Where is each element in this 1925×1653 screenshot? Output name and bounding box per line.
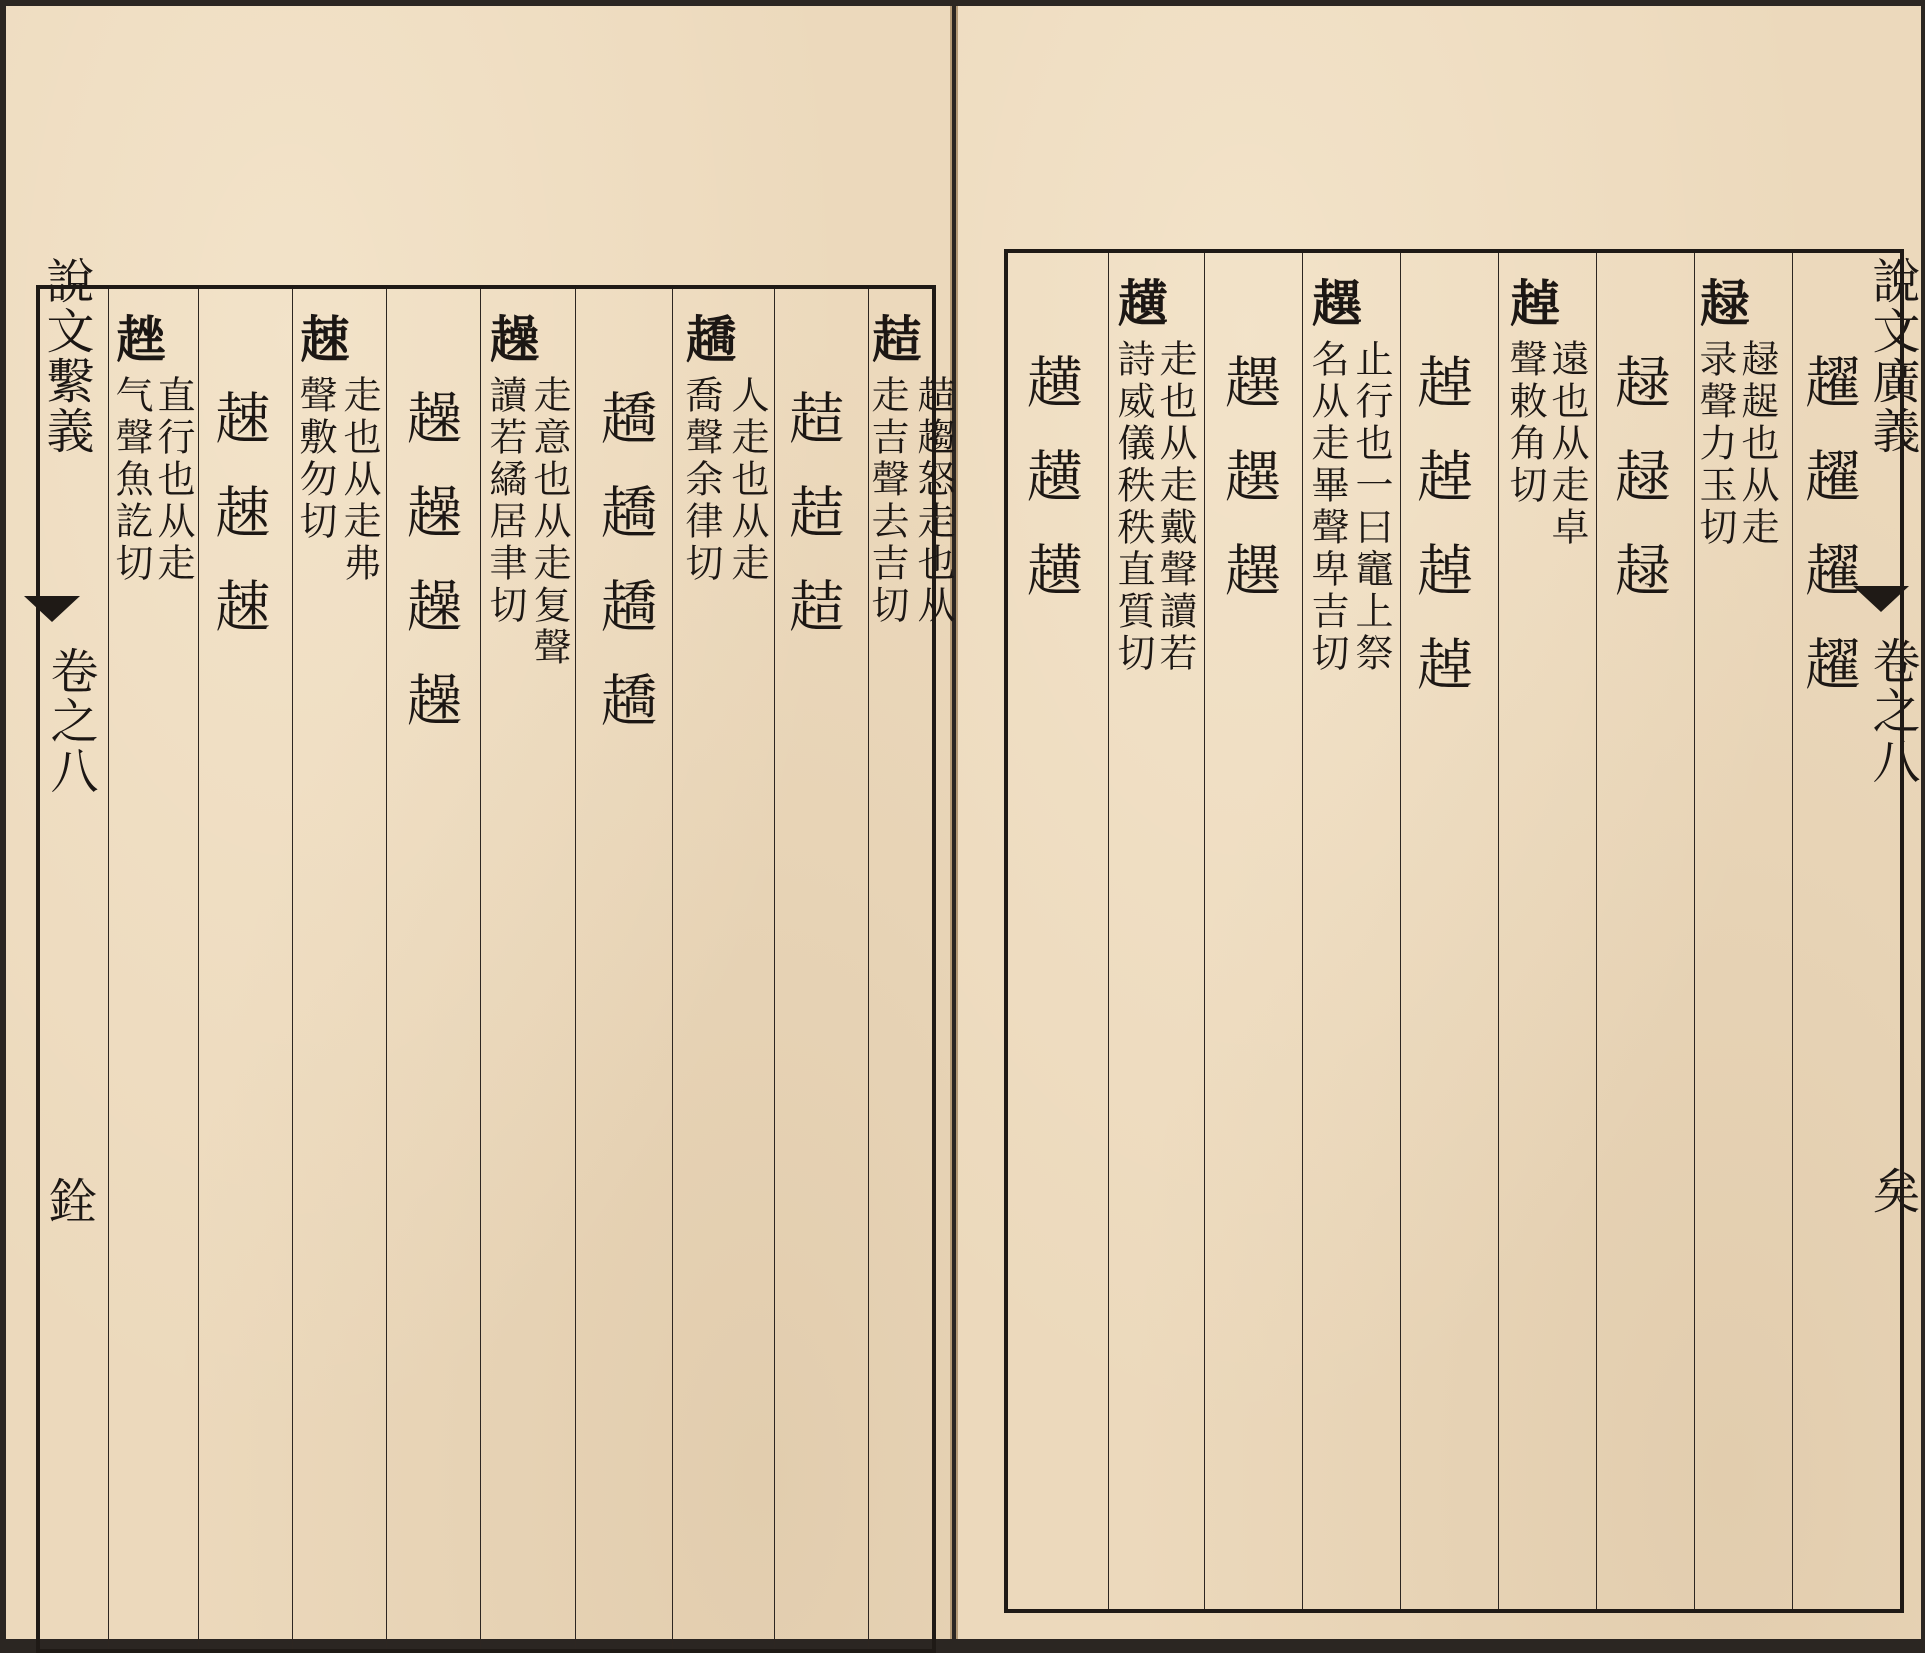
- entry-gloss-1b: 走吉聲去吉切: [865, 375, 909, 627]
- left-text-frame: [36, 285, 955, 1653]
- seal-forms-8: 趚趚趚: [206, 389, 271, 671]
- entry-head-r8: 趪: [1110, 277, 1169, 331]
- entry-gloss-r4b: 聲敕角切: [1503, 339, 1547, 507]
- right-page: [956, 6, 1921, 1639]
- entry-head-r2: 趢: [1692, 277, 1751, 331]
- entry-gloss-7b: 聲敷勿切: [293, 375, 337, 543]
- entry-head-9: 趖: [108, 313, 167, 367]
- entry-gloss-3b: 喬聲余律切: [679, 375, 723, 585]
- entry-gloss-r6a: 止行也一曰竈上祭: [1349, 339, 1393, 675]
- left-margin-title: 說文繫義: [38, 256, 94, 456]
- right-page-mark: 矣: [1864, 1166, 1920, 1216]
- entry-gloss-9a: 直行也从走: [151, 375, 195, 585]
- right-margin-title: 說文廣義: [1864, 256, 1920, 456]
- entry-gloss-r8a: 走也从走戴聲讀若: [1153, 339, 1197, 675]
- seal-forms-4: 趫趫趫趫: [592, 389, 657, 765]
- seal-forms-r5: 趠趠趠趠: [1408, 353, 1473, 729]
- entry-head-r4: 趠: [1502, 277, 1561, 331]
- entry-gloss-r2a: 趢趗也从走: [1735, 339, 1779, 549]
- entry-gloss-r2b: 录聲力玉切: [1693, 339, 1737, 549]
- seal-forms-r7: 趩趩趩: [1216, 353, 1281, 635]
- right-text-frame: [1004, 249, 1904, 1613]
- entry-head-r6: 趩: [1304, 277, 1363, 331]
- left-page-mark: 銓: [40, 1176, 96, 1226]
- entry-gloss-9b: 气聲魚訖切: [109, 375, 153, 585]
- entry-gloss-r6b: 名从走畢聲卑吉切: [1305, 339, 1349, 675]
- entry-gloss-5b: 讀若繘居聿切: [483, 375, 527, 627]
- entry-gloss-5a: 走意也从走复聲: [527, 375, 571, 669]
- right-volume-label: 卷之八: [1864, 636, 1920, 786]
- entry-gloss-7a: 走也从走弗: [337, 375, 381, 585]
- entry-gloss-r8b: 詩威儀秩秩直質切: [1111, 339, 1155, 675]
- entry-gloss-r4a: 遠也从走卓: [1545, 339, 1589, 549]
- seal-forms-r9: 趪趪趪: [1018, 353, 1083, 635]
- entry-gloss-1a: 趌趨怒走也从: [911, 375, 955, 627]
- left-volume-label: 卷之八: [42, 646, 98, 796]
- seal-forms-2: 趌趌趌: [780, 389, 845, 671]
- seal-forms-r3: 趢趢趢: [1606, 353, 1671, 635]
- seal-forms-6: 趮趮趮趮: [398, 389, 463, 765]
- entry-head-7: 趚: [292, 313, 351, 367]
- entry-head-1: 趌: [864, 313, 923, 367]
- seal-forms-r1: 趯趯趯趯: [1796, 353, 1861, 729]
- entry-gloss-3a: 人走也从走: [725, 375, 769, 585]
- left-page: [6, 6, 955, 1639]
- entry-head-5: 趮: [482, 313, 541, 367]
- entry-head-3: 趫: [678, 313, 737, 367]
